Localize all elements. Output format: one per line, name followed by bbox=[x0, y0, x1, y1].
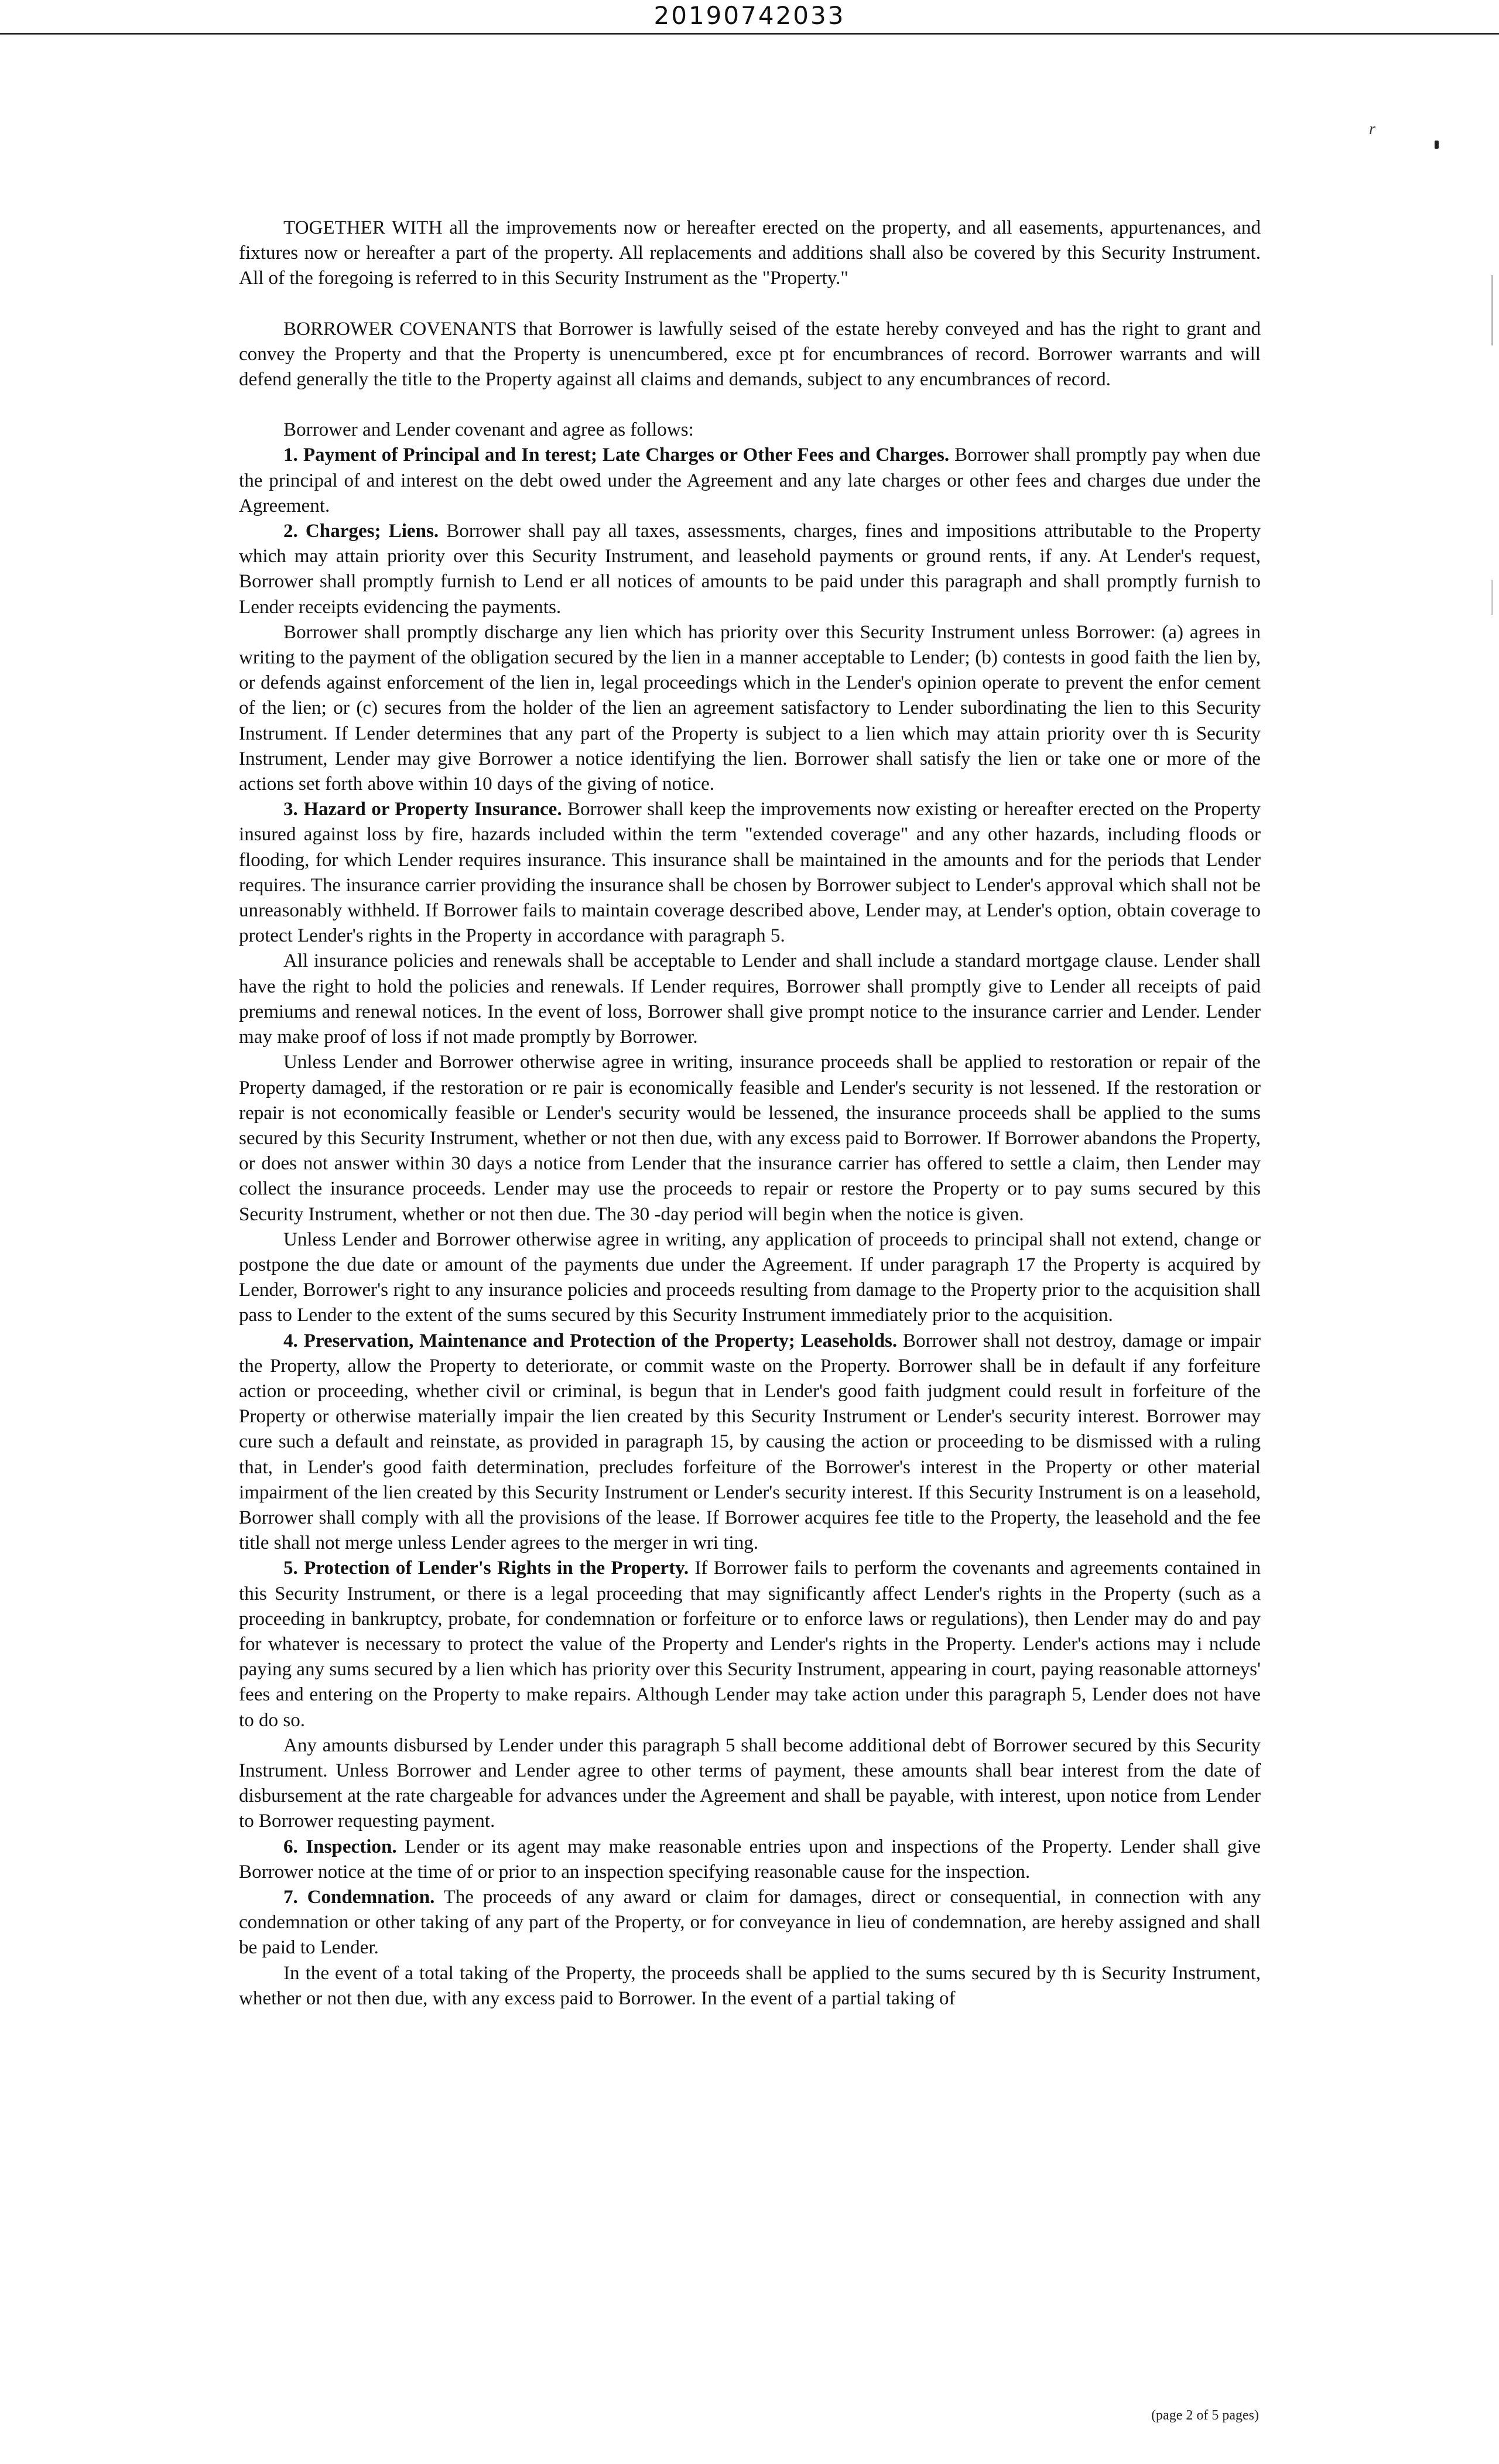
section-heading: 6. Inspection. bbox=[283, 1836, 397, 1857]
section-7 bbox=[239, 1885, 1261, 1961]
section-3-policies bbox=[239, 949, 1261, 1050]
paragraph-text: BORROWER COVENANTS that Borrower is lawfully seised of the estate hereby conveyed and has the right to grant and convey the Property and that the Property is unencumbered, exce pt for encumbrances of record. Borrower warrants and will defend generally the title to the Property against all claims and demands, subject to any encumbrances of record. bbox=[239, 318, 1261, 391]
paragraph-text: In the event of a total taking of the Property, the proceeds shall be applied to the sums secured by th is Security Instrument, whether or not then due, with any excess paid to Borrower. In the event of a partial taking of bbox=[239, 1962, 1261, 2009]
scan-speck bbox=[1435, 141, 1439, 149]
paragraph-text: Lender or its agent may make reasonable entries upon and inspections of the Property. Lender shall give Borrower notice at the time of or prior to an inspection specifying reasonable cause for the inspection. bbox=[239, 1836, 1261, 1883]
page-number: (page 2 of 5 pages) bbox=[1151, 2408, 1259, 2423]
paragraph-text: Borrower shall promptly pay when due the principal of and interest on the debt owed under the Agreement and any late charges or other fees and charges due under the Agreement. bbox=[239, 444, 1261, 516]
paragraph-intro bbox=[239, 417, 1261, 443]
section-4 bbox=[239, 1329, 1261, 1556]
paragraph-text: All insurance policies and renewals shall be acceptable to Lender and shall include a standard mortgage clause. Lender shall have the right to hold the policies and renewals. If Lender requires, Borrower shall promptly give to Lender all receipts of paid premiums and renewal notices. In the event of loss, Borrower shall give prompt notice to the insurance carrier and Lender. Lender may make proof of loss if not made promptly by Borrower. bbox=[239, 950, 1261, 1048]
section-5-continued bbox=[239, 1733, 1261, 1835]
paragraph-borrower-covenants bbox=[239, 317, 1261, 393]
paragraph-text: Borrower shall not destroy, damage or impair the Property, allow the Property to deteriorate, or commit waste on the Property. Borrower shall be in default if any forfeiture action or proceeding, whether civil or criminal, is begun that in Lender's good faith judgment could result in forfeiture of the Property or otherwise materially impair the lien created by this Security Instrument or Lender's security interest. Borrower may cure such a default and reinstate, as provided in paragraph 15, by causing the action or proceeding to be dismissed with a ruling that, in Lender's good faith determination, precludes forfeiture of the Borrower's interest in the Property or other material impairment of the lien created by this Security Instrument or Lender's security interest. If this Security Instrument is on a leasehold, Borrower shall comply with all the provisions of the lease. If Borrower acquires fee title to the Property, the leasehold and the fee title shall not merge unless Lender agrees to the merger in wri ting. bbox=[239, 1330, 1261, 1554]
section-heading: 1. Payment of Principal and In terest; Late Charges or Other Fees and Charges. bbox=[283, 444, 950, 466]
section-7-continued bbox=[239, 1961, 1261, 2011]
section-2-continued bbox=[239, 620, 1261, 797]
section-3-application bbox=[239, 1227, 1261, 1329]
section-heading: 2. Charges; Liens. bbox=[283, 521, 439, 542]
section-heading: 5. Protection of Lender's Rights in the Property. bbox=[283, 1558, 689, 1579]
section-5 bbox=[239, 1556, 1261, 1733]
scan-rule-right bbox=[1491, 275, 1493, 345]
paragraph-text: Unless Lender and Borrower otherwise agree in writing, any application of proceeds to principal shall not extend, change or postpone the due date or amount of the payments due under the Agreement. If under paragraph 17 the Property is acquired by Lender, Borrower's right to any insurance policies and proceeds resulting from damage to the Property prior to the acquisition shall pass to Lender to the extent of the sums secured by this Security Instrument immediately prior to the acquisition. bbox=[239, 1228, 1261, 1326]
section-heading: 3. Hazard or Property Insurance. bbox=[283, 799, 562, 820]
section-6 bbox=[239, 1835, 1261, 1885]
paragraph-text: The proceeds of any award or claim for damages, direct or consequential, in connection with any condemnation or other taking of any part of the Property, or for conveyance in lieu of condemnation, are hereby assigned and shall be paid to Lender. bbox=[239, 1887, 1261, 1959]
paragraph-text: Borrower shall keep the improvements now existing or hereafter erected on the Property insured against loss by fire, hazards included within the term "extended coverage" and any other hazards, including floods or flooding, for which Lender requires insurance. This insurance shall be maintained in the amounts and for the periods that Lender requires. The insurance carrier providing the insurance shall be chosen by Borrower subject to Lender's approval which shall not be unreasonably withheld. If Borrower fails to maintain coverage described above, Lender may, at Lender's option, obtain coverage to protect Lender's rights in the Property in accordance with paragraph 5. bbox=[239, 799, 1261, 947]
section-heading: 7. Condemnation. bbox=[283, 1887, 435, 1908]
paragraph-text: If Borrower fails to perform the covenants and agreements contained in this Security Instrument, or there is a legal proceeding that may significantly affect Lender's rights in the Property (such as a proceeding in bankruptcy, probate, for condemnation or forfeiture or to enforce laws or regulations), then Lender may do and pay for whatever is necessary to protect the value of the Property and Lender's rights in the Property. Lender's actions may i nclude paying any sums secured by a lien which has priority over this Security Instrument, appearing in court, paying reasonable attorneys' fees and entering on the Property to make repairs. Although Lender may take action under this paragraph 5, Lender does not have to do so. bbox=[239, 1558, 1261, 1731]
paragraph-text: Borrower shall promptly discharge any lien which has priority over this Security Instrument unless Borrower: (a) agrees in writing to the payment of the obligation secured by the lien in a manner acceptable to Lender; (b) contests in good faith the lien by, or defends against enforcement of the lien in, legal proceedings which in the Lender's opinion operate to prevent the enfor cement of the lien; or (c) secures from the holder of the lien an agreement satisfactory to Lender subordinating the lien to this Security Instrument. If Lender determines that any part of the Property is subject to a lien which may attain priority over th is Security Instrument, Lender may give Borrower a notice identifying the lien. Borrower shall satisfy the lien or take one or more of the actions set forth above within 10 days of the giving of notice. bbox=[239, 621, 1261, 795]
section-1 bbox=[239, 443, 1261, 519]
document-number: 20190742033 bbox=[653, 1, 846, 30]
paragraph-text: Unless Lender and Borrower otherwise agree in writing, insurance proceeds shall be applied to restoration or repair of the Property damaged, if the restoration or re pair is economically feasible and Lender's security is not lessened. If the restoration or repair is not economically feasible or Lender's security would be lessened, the insurance proceeds shall be applied to the sums secured by this Security Instrument, whether or not then due, with any excess paid to Borrower. If Borrower abandons the Property, or does not answer within 30 days a notice from Lender that the insurance carrier has offered to settle a claim, then Lender may collect the insurance proceeds. Lender may use the proceeds to repair or restore the Property or to pay sums secured by this Security Instrument, whether or not then due. The 30 -day period will begin when the notice is given. bbox=[239, 1052, 1261, 1225]
paragraph-together bbox=[239, 215, 1261, 292]
section-3 bbox=[239, 797, 1261, 949]
paragraph-text: Borrower and Lender covenant and agree as follows: bbox=[283, 419, 694, 441]
section-2 bbox=[239, 519, 1261, 620]
document-body bbox=[239, 215, 1261, 2011]
section-3-proceeds bbox=[239, 1050, 1261, 1227]
paragraph-text: Any amounts disbursed by Lender under this paragraph 5 shall become additional debt of Borrower secured by this Security Instrument. Unless Borrower and Lender agree to other terms of payment, these amounts shall bear interest from the date of disbursement at the rate chargeable for advances under the Agreement and shall be payable, with interest, upon notice from Lender to Borrower requesting payment. bbox=[239, 1734, 1261, 1832]
scan-rule-right-2 bbox=[1491, 580, 1493, 615]
top-rule bbox=[0, 33, 1499, 35]
paragraph-text: Borrower shall pay all taxes, assessments, charges, fines and impositions attributable to the Property which may attain priority over this Security Instrument, and leasehold payments or ground rents, if any. At Lender's request, Borrower shall promptly furnish to Lend er all notices of amounts to be paid under this paragraph and shall promptly furnish to Lender receipts evidencing the payments. bbox=[239, 521, 1261, 618]
paragraph-text: TOGETHER WITH all the improvements now or hereafter erected on the property, and all easements, appurtenances, and fixtures now or hereafter a part of the property. All replacements and additions shall also be covered by this Security Instrument. All of the foregoing is referred to in this Security Instrument as the "Property." bbox=[239, 217, 1261, 289]
section-heading: 4. Preservation, Maintenance and Protection of the Property; Leaseholds. bbox=[283, 1330, 898, 1351]
corner-mark: r bbox=[1369, 120, 1375, 138]
